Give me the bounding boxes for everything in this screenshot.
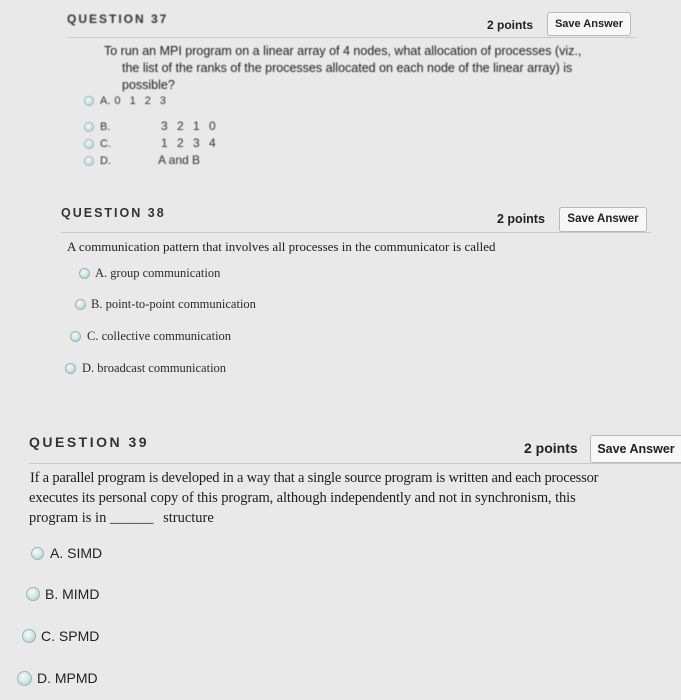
radio-button[interactable] [17, 671, 32, 686]
question-title: QUESTION 38 [61, 206, 166, 220]
question-prompt: A communication pattern that involves all processes in the communicator is called [67, 239, 496, 254]
option-c[interactable] [22, 628, 99, 644]
option-text: C. SPMD [41, 628, 100, 644]
option-text: B. MIMD [45, 586, 100, 602]
radio-button[interactable] [84, 156, 94, 166]
question-title: QUESTION 39 [29, 434, 150, 450]
option-letter: C. [100, 138, 111, 150]
points-label: 2 points [487, 18, 534, 32]
radio-button[interactable] [22, 629, 36, 643]
option-value: 0 1 2 3 [114, 95, 170, 107]
option-letter: B. [100, 121, 111, 133]
radio-button[interactable] [70, 331, 81, 342]
question-prompt-line2: executes its personal copy of this program, although independently and not in synchronism, this [29, 490, 576, 506]
option-text: A. group communication [95, 266, 221, 280]
option-a[interactable] [84, 95, 169, 107]
prompt-blank: ______ [109, 510, 154, 526]
radio-button[interactable] [31, 547, 44, 560]
option-a[interactable] [31, 545, 102, 561]
points-label: 2 points [497, 212, 545, 226]
option-letter: D. [100, 155, 111, 167]
option-text: D. MPMD [37, 670, 98, 686]
save-answer-button[interactable]: Save Answer [590, 435, 681, 463]
option-text: D. broadcast communication [82, 361, 227, 375]
points-label: 2 points [524, 440, 578, 456]
question-prompt-line3 [29, 510, 214, 527]
option-a[interactable] [79, 266, 220, 281]
option-letter: A. [100, 95, 111, 107]
option-b[interactable] [26, 586, 99, 602]
save-answer-button[interactable]: Save Answer [547, 12, 631, 36]
option-b[interactable] [75, 297, 256, 312]
radio-button[interactable] [84, 122, 94, 132]
divider [67, 37, 637, 38]
prompt-text: structure [163, 510, 214, 526]
prompt-text: program is in [29, 510, 107, 526]
option-value: A and B [158, 153, 201, 167]
radio-button[interactable] [84, 139, 94, 149]
question-prompt-line1: If a parallel program is developed in a way that a single source program is written and each processor [30, 470, 599, 486]
option-d[interactable] [17, 670, 98, 686]
divider [29, 463, 681, 464]
option-value: 1 2 3 4 [161, 136, 219, 150]
question-prompt-line2: the list of the ranks of the processes allocated on each node of the linear array) is [122, 61, 573, 75]
option-d[interactable] [65, 361, 226, 376]
option-text: C. collective communication [87, 329, 232, 343]
option-value: 3 2 1 0 [161, 119, 219, 133]
divider [61, 232, 651, 233]
option-c[interactable] [84, 138, 111, 150]
radio-button[interactable] [75, 299, 86, 310]
option-c[interactable] [70, 329, 231, 344]
radio-button[interactable] [84, 96, 94, 106]
option-text: B. point-to-point communication [91, 297, 256, 311]
radio-button[interactable] [26, 587, 40, 601]
question-title: QUESTION 37 [67, 12, 169, 26]
option-b[interactable] [84, 121, 110, 133]
question-prompt-line3: possible? [122, 78, 175, 92]
option-text: A. SIMD [50, 545, 103, 561]
radio-button[interactable] [65, 363, 76, 374]
radio-button[interactable] [79, 268, 90, 279]
save-answer-button[interactable]: Save Answer [559, 207, 647, 232]
option-d[interactable] [84, 155, 111, 167]
question-prompt-line1: To run an MPI program on a linear array of 4 nodes, what allocation of processes (viz., [104, 44, 582, 58]
